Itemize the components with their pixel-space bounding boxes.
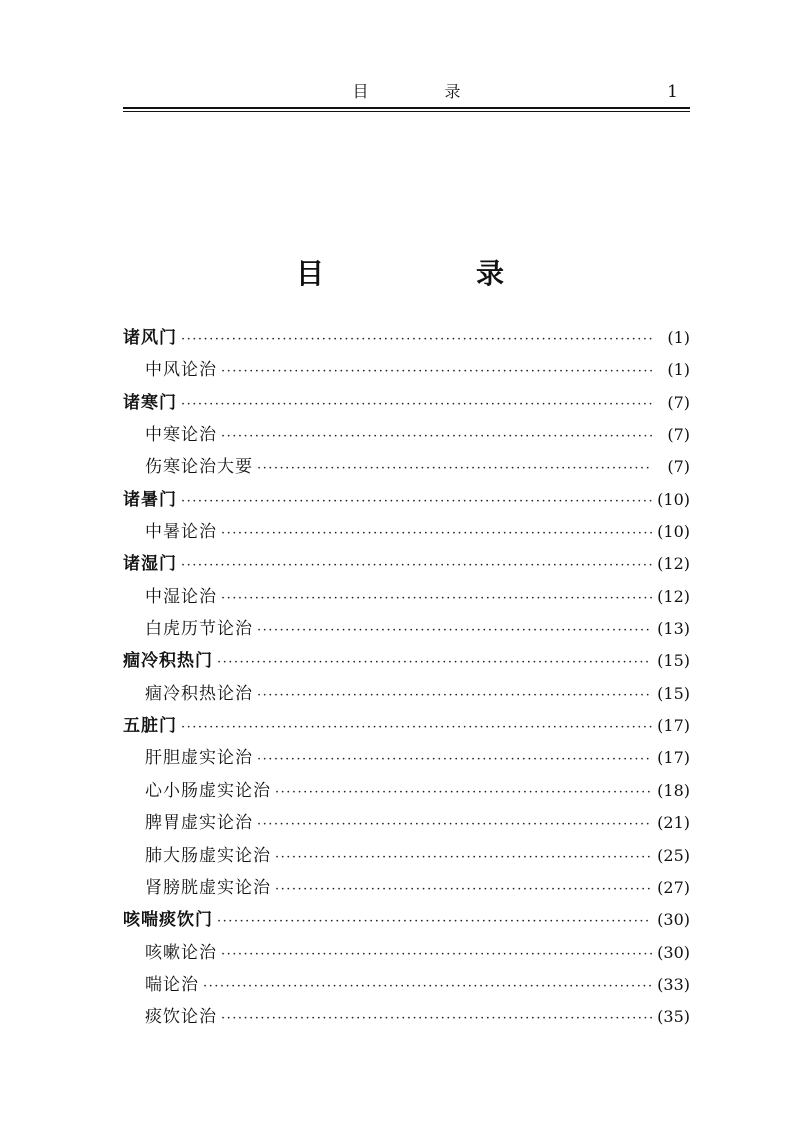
toc-dot-leader: [181, 486, 652, 518]
toc-section-entry: [123, 645, 690, 677]
toc-entry-page: (30): [657, 910, 690, 930]
toc-entry-page: (25): [657, 845, 690, 865]
toc-entry-label: 五脏门: [123, 716, 177, 737]
header-rule-thin: [123, 111, 690, 112]
toc-entry-label: 诸风门: [123, 328, 177, 348]
toc-entry-label: 诸暑门: [123, 489, 177, 510]
toc-subsection-entry: [123, 807, 690, 839]
toc-dot-leader: [275, 842, 652, 874]
toc-dot-leader: [221, 421, 652, 453]
toc-title: 目 录: [295, 257, 566, 290]
toc-section-entry: [123, 904, 690, 936]
toc-dot-leader: [181, 712, 652, 744]
toc-entry-label: 伤寒论治大要: [145, 457, 253, 478]
toc-entry-label: 喘论治: [145, 974, 199, 995]
toc-entry-label: 中湿论治: [145, 586, 217, 607]
toc-subsection-entry: [123, 451, 690, 483]
toc-entry-label: 肺大肠虚实论治: [145, 845, 271, 866]
toc-entry-page: (17): [657, 748, 690, 768]
toc-dot-leader: [257, 809, 652, 841]
toc-entry-label: 中寒论治: [145, 425, 217, 446]
toc-entry-page: (10): [657, 522, 690, 542]
toc-entry-page: (27): [657, 877, 690, 897]
toc-section-entry: [123, 322, 690, 354]
toc-entry-page: (21): [657, 813, 690, 833]
toc-dot-leader: [221, 518, 652, 550]
toc-list: [123, 322, 690, 1034]
toc-entry-page: (7): [667, 392, 690, 412]
toc-dot-leader: [221, 583, 652, 615]
toc-entry-page: (10): [657, 489, 690, 509]
toc-dot-leader: [181, 324, 652, 356]
toc-entry-page: (7): [667, 457, 690, 477]
toc-entry-label: 心小肠虚实论治: [145, 780, 271, 801]
header-title: 目 录: [352, 82, 491, 101]
toc-entry-page: (13): [657, 619, 690, 639]
header-page-number: 1: [667, 82, 678, 102]
header-rule-thick: [123, 107, 690, 109]
toc-dot-leader: [203, 971, 652, 1003]
toc-subsection-entry: [123, 613, 690, 645]
toc-dot-leader: [257, 615, 652, 647]
toc-dot-leader: [181, 550, 652, 582]
toc-section-entry: [123, 548, 690, 580]
toc-subsection-entry: [123, 775, 690, 807]
toc-entry-label: 咳嗽论治: [145, 942, 217, 963]
toc-entry-page: (7): [667, 425, 690, 445]
toc-entry-page: (15): [657, 683, 690, 703]
toc-entry-label: 痰饮论治: [145, 1007, 217, 1028]
toc-entry-label: 中风论治: [145, 360, 217, 381]
toc-entry-label: 痼冷积热门: [123, 651, 213, 672]
toc-entry-page: (35): [657, 1007, 690, 1027]
toc-section-entry: [123, 387, 690, 419]
toc-entry-page: (12): [657, 586, 690, 606]
toc-subsection-entry: [123, 742, 690, 774]
toc-entry-label: 痼冷积热论治: [145, 683, 253, 704]
toc-dot-leader: [217, 906, 652, 938]
toc-entry-label: 中暑论治: [145, 522, 217, 543]
toc-entry-label: 肾膀胱虚实论治: [145, 877, 271, 898]
toc-entry-page: (1): [667, 360, 690, 380]
toc-entry-label: 脾胃虚实论治: [145, 813, 253, 834]
toc-dot-leader: [181, 389, 652, 421]
toc-subsection-entry: [123, 419, 690, 451]
toc-dot-leader: [257, 453, 652, 485]
running-header: [123, 80, 690, 104]
toc-entry-page: (15): [657, 651, 690, 671]
toc-entry-page: (17): [657, 716, 690, 736]
toc-entry-label: 肝胆虚实论治: [145, 748, 253, 769]
toc-subsection-entry: [123, 937, 690, 969]
toc-subsection-entry: [123, 872, 690, 904]
toc-dot-leader: [221, 1003, 652, 1035]
toc-entry-page: (1): [667, 328, 690, 347]
toc-section-entry: [123, 710, 690, 742]
toc-subsection-entry: [123, 1001, 690, 1033]
toc-entry-page: (12): [657, 554, 690, 574]
toc-subsection-entry: [123, 516, 690, 548]
toc-entry-label: 白虎历节论治: [145, 619, 253, 640]
toc-entry-page: (18): [657, 780, 690, 800]
toc-entry-label: 诸湿门: [123, 554, 177, 575]
toc-subsection-entry: [123, 581, 690, 613]
toc-dot-leader: [257, 744, 652, 776]
toc-dot-leader: [221, 939, 652, 971]
toc-dot-leader: [217, 647, 652, 679]
toc-entry-label: 咳喘痰饮门: [123, 910, 213, 931]
toc-entry-page: (33): [657, 974, 690, 994]
toc-entry-label: 诸寒门: [123, 392, 177, 413]
toc-dot-leader: [275, 874, 652, 906]
toc-dot-leader: [221, 356, 652, 388]
toc-dot-leader: [257, 680, 652, 712]
toc-entry-page: (30): [657, 942, 690, 962]
toc-subsection-entry: [123, 678, 690, 710]
toc-subsection-entry: [123, 840, 690, 872]
toc-section-entry: [123, 484, 690, 516]
toc-dot-leader: [275, 777, 652, 809]
toc-subsection-entry: [123, 354, 690, 386]
toc-subsection-entry: [123, 969, 690, 1001]
